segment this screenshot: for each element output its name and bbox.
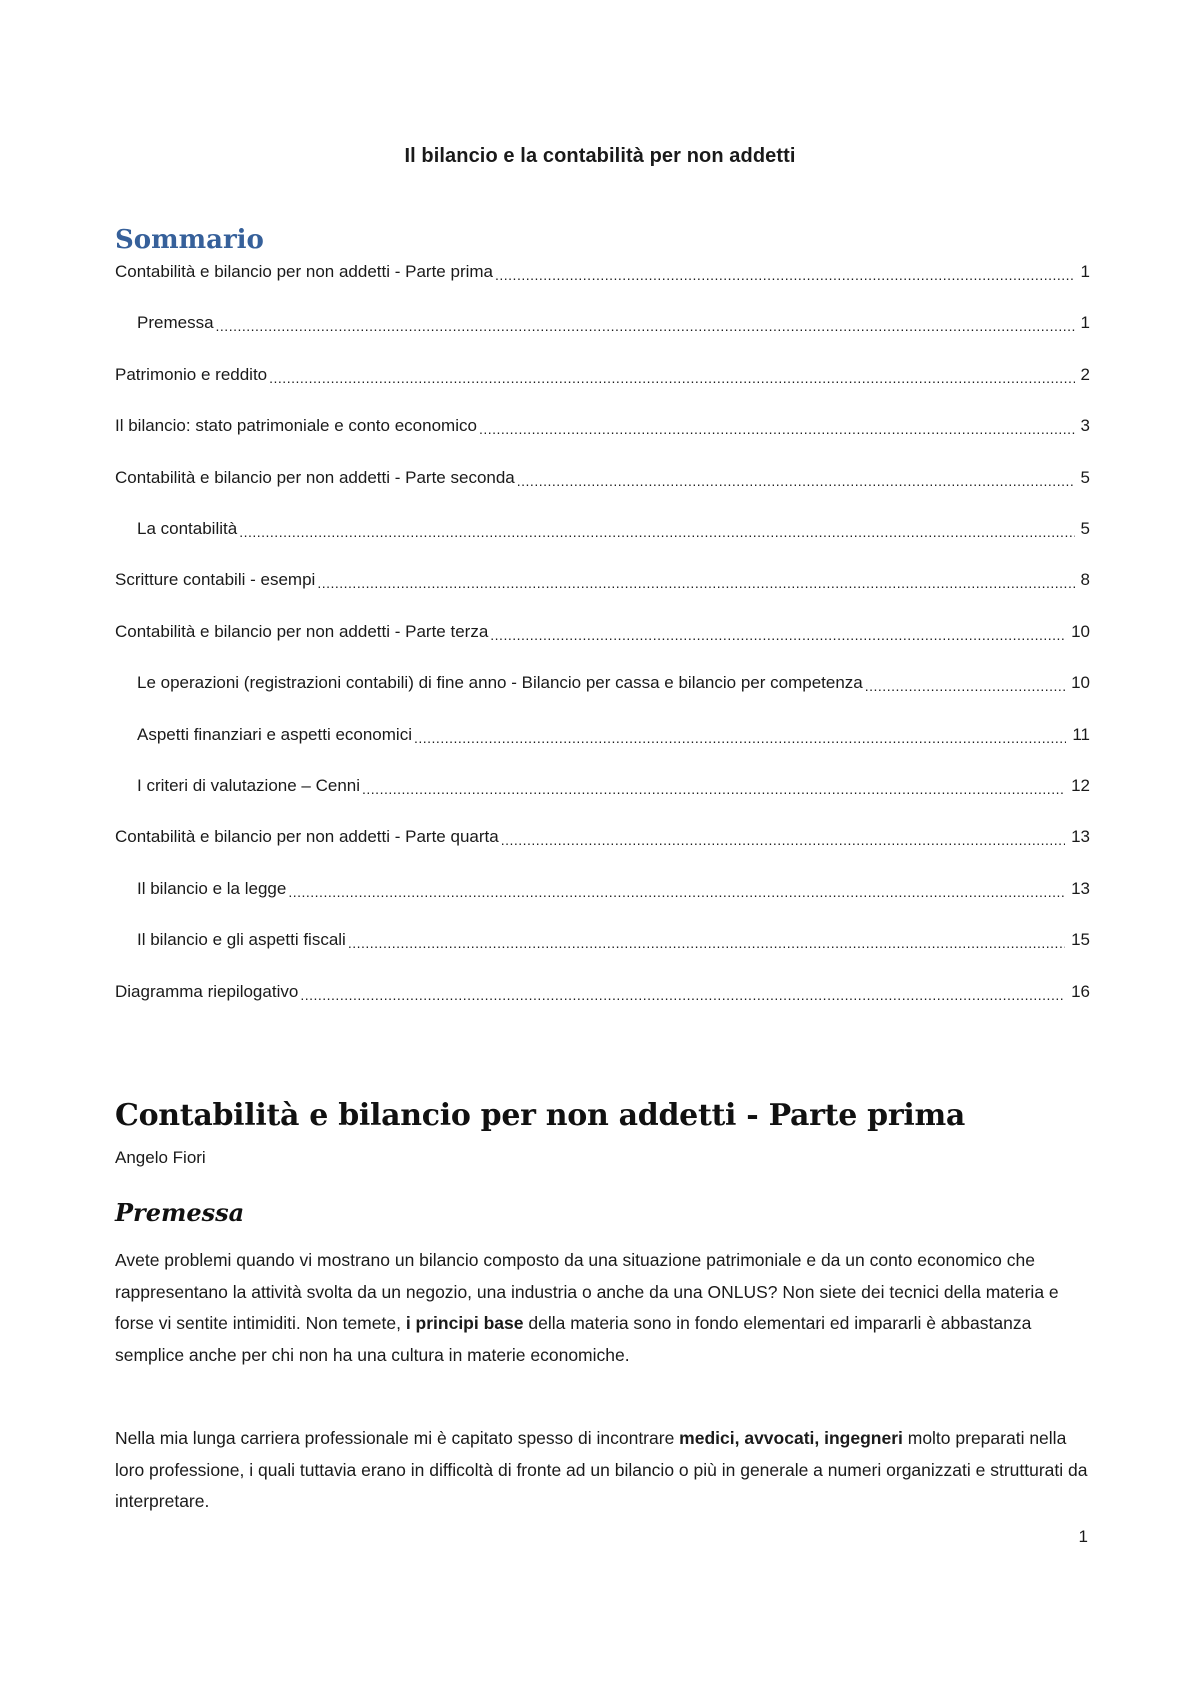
toc-entry-page: 16 bbox=[1071, 981, 1090, 1001]
toc-entry-page: 2 bbox=[1080, 364, 1090, 384]
toc-entry-title: Aspetti finanziari e aspetti economici bbox=[137, 724, 412, 744]
toc-dot-leader bbox=[216, 316, 1075, 336]
emphasized-text: i principi base bbox=[405, 1313, 524, 1333]
toc-entry-title: Il bilancio e la legge bbox=[137, 878, 287, 898]
toc-entry-title: Premessa bbox=[137, 313, 214, 333]
toc-entry[interactable] bbox=[115, 622, 1090, 650]
toc-entry-title: Contabilità e bilancio per non addetti - Parte prima bbox=[115, 262, 493, 281]
toc-entry[interactable] bbox=[115, 365, 1090, 393]
toc-entry-title: Il bilancio e gli aspetti fiscali bbox=[137, 930, 346, 950]
toc-entry[interactable] bbox=[115, 468, 1090, 496]
toc-entry-title: Diagramma riepilogativo bbox=[115, 981, 299, 1001]
toc-entry[interactable] bbox=[137, 879, 1090, 907]
toc-entry-page: 8 bbox=[1080, 570, 1090, 590]
page-number: 1 bbox=[1078, 1527, 1088, 1546]
toc-dot-leader bbox=[865, 676, 1065, 696]
toc-entry-page: 3 bbox=[1080, 416, 1090, 436]
paragraph-career bbox=[115, 1423, 1090, 1518]
toc-entry[interactable] bbox=[115, 827, 1090, 855]
paragraph-text: Avete problemi quando vi mostrano un bilancio composto da una situazione patrimoniale e da un conto economico che rappresentano la attività svolta da un negozio, una industria o anche da una ONLUS? Non siete dei tecnici della materia e forse vi sentite intimiditi. Non temete, bbox=[115, 1250, 1059, 1333]
toc-entry-title: Scritture contabili - esempi bbox=[115, 570, 316, 590]
toc-entry-title: Le operazioni (registrazioni contabili) di fine anno - Bilancio per cassa e bilancio per competenza bbox=[137, 673, 863, 693]
toc-entry[interactable] bbox=[115, 416, 1090, 444]
toc-entry-title: Contabilità e bilancio per non addetti - Parte seconda bbox=[115, 467, 515, 487]
toc-entry-page: 12 bbox=[1071, 776, 1090, 795]
paragraph-text: della materia sono in fondo elementari ed impararli è abbastanza semplice anche per chi non ha una cultura in materie economiche. bbox=[115, 1313, 1032, 1365]
toc-dot-leader bbox=[490, 625, 1065, 645]
subsection-heading: Premessa bbox=[115, 1198, 245, 1227]
toc-dot-leader bbox=[348, 933, 1065, 953]
toc-entry[interactable] bbox=[137, 519, 1090, 547]
toc-entry[interactable] bbox=[115, 982, 1090, 1010]
section-heading: Contabilità e bilancio per non addetti - Parte prima bbox=[115, 1098, 966, 1133]
toc-entry[interactable] bbox=[115, 570, 1090, 598]
toc-dot-leader bbox=[269, 368, 1074, 388]
toc-dot-leader bbox=[495, 265, 1075, 285]
toc-entry-page: 10 bbox=[1071, 621, 1090, 641]
toc-entry-title: Patrimonio e reddito bbox=[115, 364, 268, 384]
toc-dot-leader bbox=[288, 882, 1065, 902]
toc-dot-leader bbox=[479, 419, 1075, 439]
paragraph-text: molto preparati nella loro professione, i quali tuttavia erano in difficoltà di fronte ad un bilancio o più in generale a numeri organizzati e strutturati da interpretare. bbox=[115, 1428, 1088, 1511]
toc-entry-page: 11 bbox=[1072, 724, 1090, 744]
toc-entry-page: 5 bbox=[1080, 467, 1090, 487]
toc-dot-leader bbox=[501, 830, 1065, 850]
toc-entry-page: 5 bbox=[1080, 519, 1090, 538]
toc-entry[interactable] bbox=[137, 673, 1090, 701]
toc-entry-page: 10 bbox=[1071, 673, 1090, 693]
toc-entry-title: Contabilità e bilancio per non addetti - Parte terza bbox=[115, 621, 489, 641]
toc-heading: Sommario bbox=[115, 225, 264, 255]
toc-entry-page: 13 bbox=[1071, 878, 1090, 898]
toc-entry-page: 13 bbox=[1071, 827, 1090, 847]
toc-entry[interactable] bbox=[137, 776, 1090, 804]
toc-dot-leader bbox=[517, 471, 1075, 491]
paragraph-text: Nella mia lunga carriera professionale mi è capitato spesso di incontrare bbox=[115, 1428, 680, 1448]
toc-entry[interactable] bbox=[115, 262, 1090, 290]
emphasized-text: medici, avvocati, ingegneri bbox=[679, 1428, 903, 1448]
toc-entry-title: Contabilità e bilancio per non addetti - Parte quarta bbox=[115, 827, 499, 847]
toc-dot-leader bbox=[300, 985, 1065, 1005]
toc-dot-leader bbox=[414, 728, 1066, 748]
author-name: Angelo Fiori bbox=[115, 1148, 206, 1167]
toc-dot-leader bbox=[362, 779, 1065, 799]
toc-entry-page: 1 bbox=[1080, 262, 1090, 281]
toc-entry-page: 1 bbox=[1080, 313, 1090, 333]
toc-dot-leader bbox=[317, 573, 1074, 593]
toc-entry-title: Il bilancio: stato patrimoniale e conto economico bbox=[115, 416, 477, 436]
toc-entry-page: 15 bbox=[1071, 930, 1090, 950]
toc-entry[interactable] bbox=[137, 930, 1090, 958]
toc-dot-leader bbox=[239, 522, 1074, 542]
document-title: Il bilancio e la contabilità per non addetti bbox=[404, 145, 796, 167]
toc-entry-title: I criteri di valutazione – Cenni bbox=[137, 776, 361, 795]
paragraph-intro bbox=[115, 1245, 1090, 1371]
toc-entry[interactable] bbox=[137, 313, 1090, 341]
toc-entry[interactable] bbox=[137, 725, 1090, 753]
toc-entry-title: La contabilità bbox=[137, 519, 238, 538]
